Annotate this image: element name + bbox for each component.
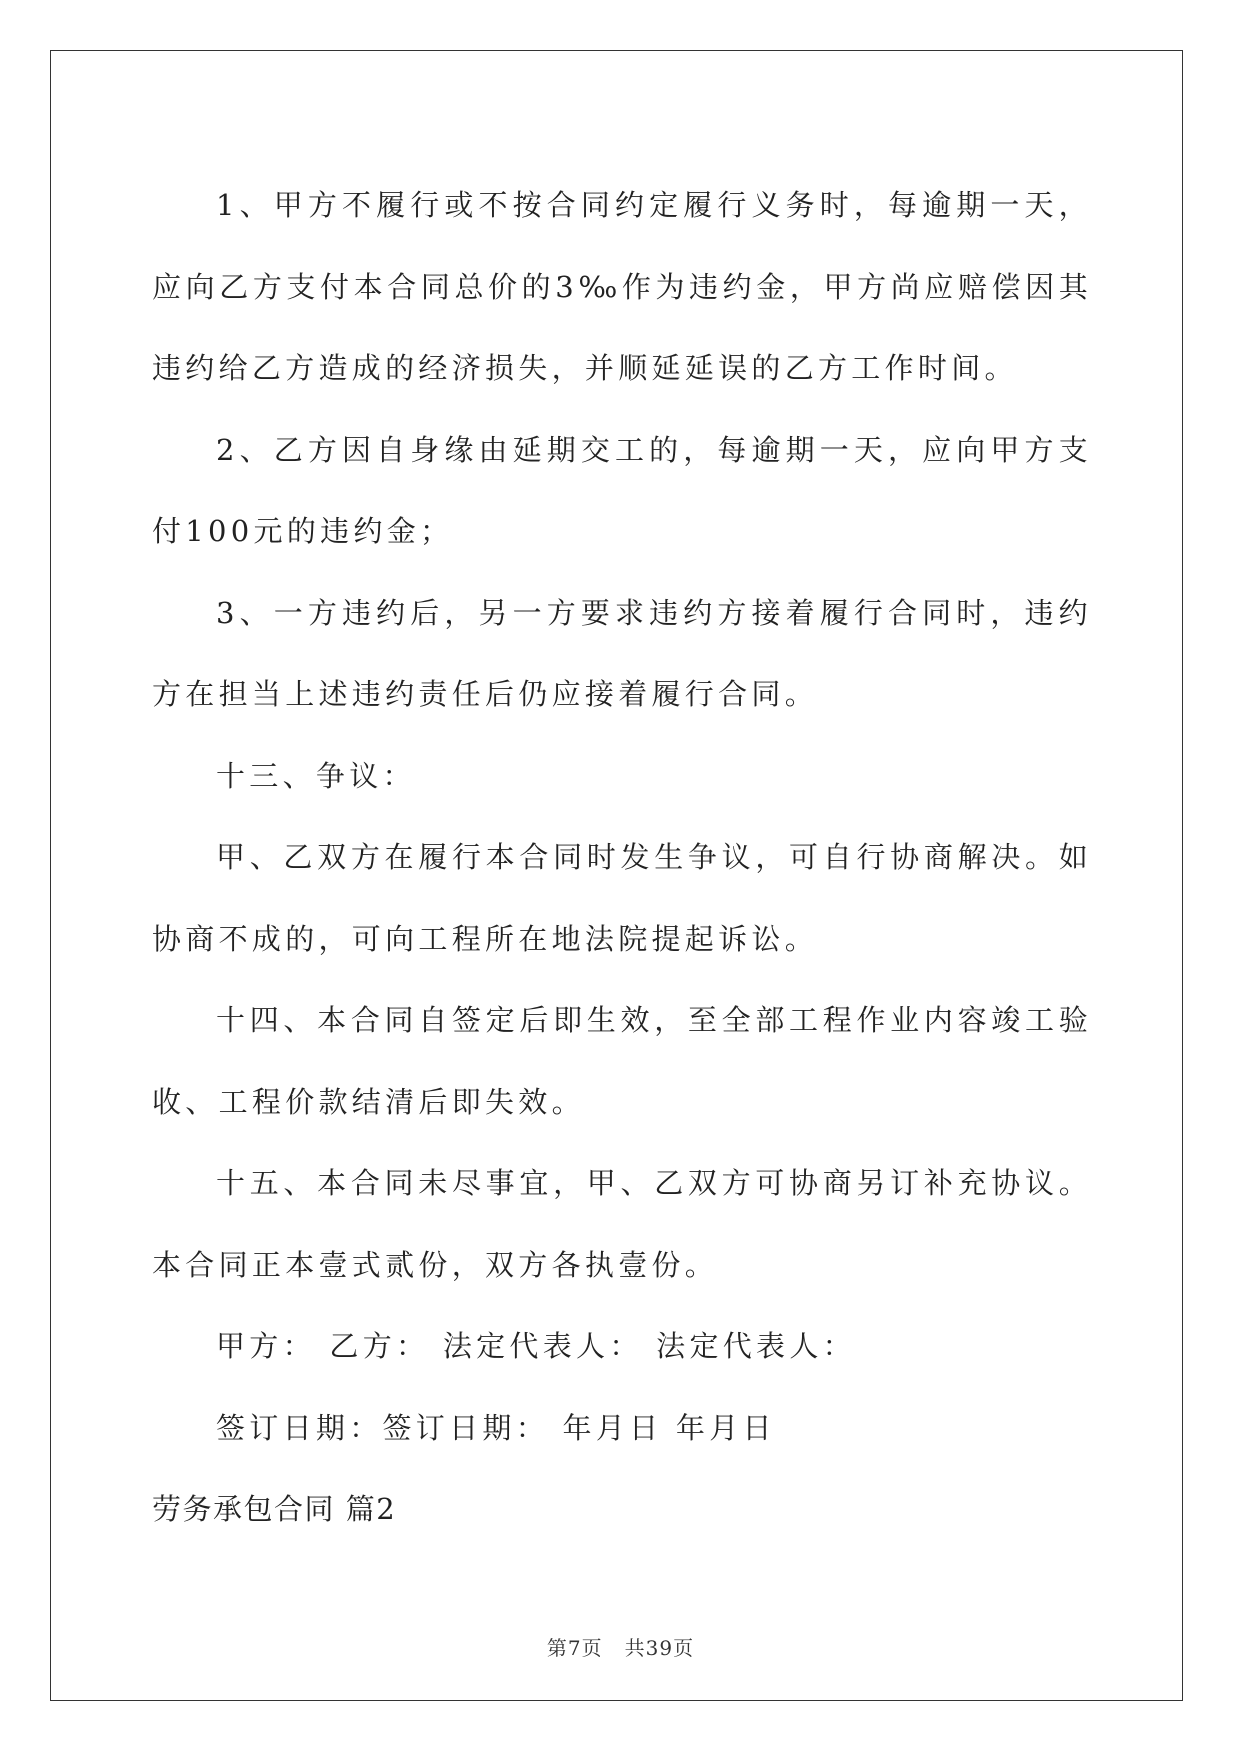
paragraph-breach-party-b: 2、乙方因自身缘由延期交工的，每逾期一天，应向甲方支付100元的违约金；	[152, 432, 1092, 548]
paragraph-dispute: 甲、乙双方在履行本合同时发生争议，可自行协商解决。如协商不成的，可向工程所在地法院提起诉讼。	[152, 840, 1092, 956]
paragraph-continue-performance: 3、一方违约后，另一方要求违约方接着履行合同时，违约方在担当上述违约责任后仍应接着履行合同。	[152, 595, 1092, 711]
paragraph-breach-party-a: 1、甲方不履行或不按合同约定履行义务时，每逾期一天，应向乙方支付本合同总价的3‰作为违约金，甲方尚应赔偿因其违约给乙方造成的经济损失，并顺延延误的乙方工作时间。	[152, 188, 1092, 385]
page-total: 共39页	[624, 1636, 695, 1660]
document-body	[152, 165, 1092, 1551]
heading-dispute: 十三、争议：	[216, 758, 416, 793]
page-number: 第7页	[546, 1636, 603, 1660]
signature-dates: 签订日期：签订日期： 年月日 年月日	[216, 1410, 776, 1445]
section-title: 劳务承包合同 篇2	[152, 1492, 397, 1526]
page-footer	[0, 1632, 1241, 1661]
signature-parties: 甲方： 乙方： 法定代表人： 法定代表人：	[216, 1329, 856, 1363]
paragraph-effective: 十四、本合同自签定后即生效，至全部工程作业内容竣工验收、工程价款结清后即失效。	[152, 1003, 1092, 1119]
paragraph-supplement: 十五、本合同未尽事宜，甲、乙双方可协商另订补充协议。本合同正本壹式贰份，双方各执壹份。	[152, 1166, 1092, 1282]
